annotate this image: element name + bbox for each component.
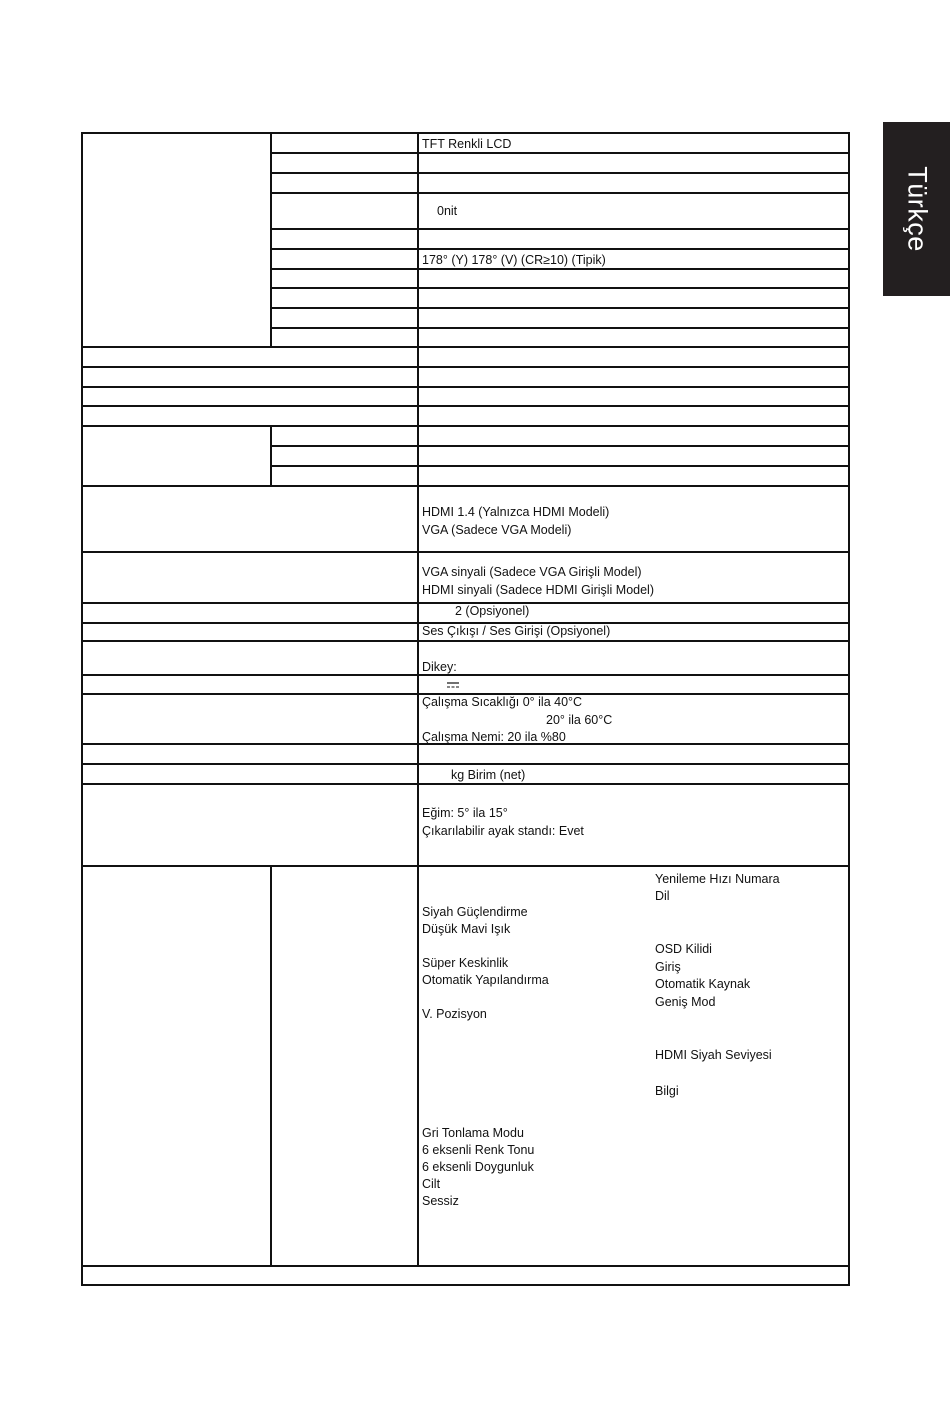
input-vga-value: VGA (Sadece VGA Modeli) <box>422 523 572 537</box>
row-divider <box>83 865 850 867</box>
signal-vga-value: VGA sinyali (Sadece VGA Girişli Model) <box>422 565 642 579</box>
row-divider <box>271 445 850 447</box>
row-divider <box>271 287 850 289</box>
tilt-value: Eğim: 5° ila 15° <box>422 806 508 820</box>
osd-item: 6 eksenli Renk Tonu <box>422 1143 535 1157</box>
osd-item: 6 eksenli Doygunluk <box>422 1160 534 1174</box>
language-tab-label: Türkçe <box>902 166 932 252</box>
weight-value: kg Birim (net) <box>451 768 526 782</box>
osd-item: Siyah Güçlendirme <box>422 905 528 919</box>
row-divider <box>271 172 850 174</box>
signal-hdmi-value: HDMI sinyali (Sadece HDMI Girişli Model) <box>422 583 654 597</box>
audio-value: Ses Çıkışı / Ses Girişi (Opsiyonel) <box>422 624 611 638</box>
osd-item: Sessiz <box>422 1194 459 1208</box>
humidity-value: Çalışma Nemi: 20 ila %80 <box>422 730 566 744</box>
column-divider <box>270 865 272 1266</box>
osd-item: Bilgi <box>655 1084 679 1098</box>
row-divider <box>83 386 850 388</box>
osd-item: Giriş <box>655 960 681 974</box>
osd-item: Süper Keskinlik <box>422 956 509 970</box>
operating-temp-value: Çalışma Sıcaklığı 0° ila 40°C <box>422 695 583 709</box>
storage-temp-value: 20° ila 60°C <box>546 713 613 727</box>
brightness-value: 0nit <box>437 204 458 218</box>
osd-item: HDMI Siyah Seviyesi <box>655 1048 772 1062</box>
osd-item: Geniş Mod <box>655 995 716 1009</box>
viewing-angle-value: 178° (Y) 178° (V) (CR≥10) (Tipik) <box>422 253 606 267</box>
dc-power-icon <box>447 681 459 689</box>
input-hdmi-value: HDMI 1.4 (Yalnızca HDMI Modeli) <box>422 505 610 519</box>
row-divider <box>83 366 850 368</box>
panel-type-value: TFT Renkli LCD <box>422 137 512 151</box>
osd-item: Gri Tonlama Modu <box>422 1126 524 1140</box>
speakers-value: 2 (Opsiyonel) <box>455 604 530 618</box>
language-tab <box>883 122 950 296</box>
spec-table <box>81 132 850 1286</box>
row-divider <box>271 465 850 467</box>
row-divider <box>83 763 850 765</box>
column-divider <box>270 425 272 486</box>
row-divider <box>271 248 850 250</box>
row-divider <box>271 268 850 270</box>
row-divider <box>83 346 850 348</box>
row-divider <box>83 783 850 785</box>
stand-value: Çıkarılabilir ayak standı: Evet <box>422 824 584 838</box>
row-divider <box>83 425 850 427</box>
column-divider <box>417 134 419 1266</box>
row-divider <box>83 551 850 553</box>
row-divider <box>271 307 850 309</box>
column-divider <box>270 134 272 347</box>
row-divider <box>271 152 850 154</box>
osd-item: Otomatik Yapılandırma <box>422 973 549 987</box>
row-divider <box>83 674 850 676</box>
osd-item: Otomatik Kaynak <box>655 977 751 991</box>
row-divider <box>83 405 850 407</box>
osd-item: Düşük Mavi Işık <box>422 922 511 936</box>
row-divider <box>271 192 850 194</box>
row-divider <box>83 485 850 487</box>
row-divider <box>83 640 850 642</box>
osd-item: OSD Kilidi <box>655 942 712 956</box>
osd-item: V. Pozisyon <box>422 1007 487 1021</box>
osd-item: Yenileme Hızı Numara <box>655 872 780 886</box>
osd-item: Cilt <box>422 1177 441 1191</box>
row-divider <box>271 327 850 329</box>
osd-item: Dil <box>655 889 670 903</box>
row-divider <box>271 228 850 230</box>
row-divider <box>83 1265 850 1267</box>
frequency-vertical-label: Dikey: <box>422 660 457 674</box>
